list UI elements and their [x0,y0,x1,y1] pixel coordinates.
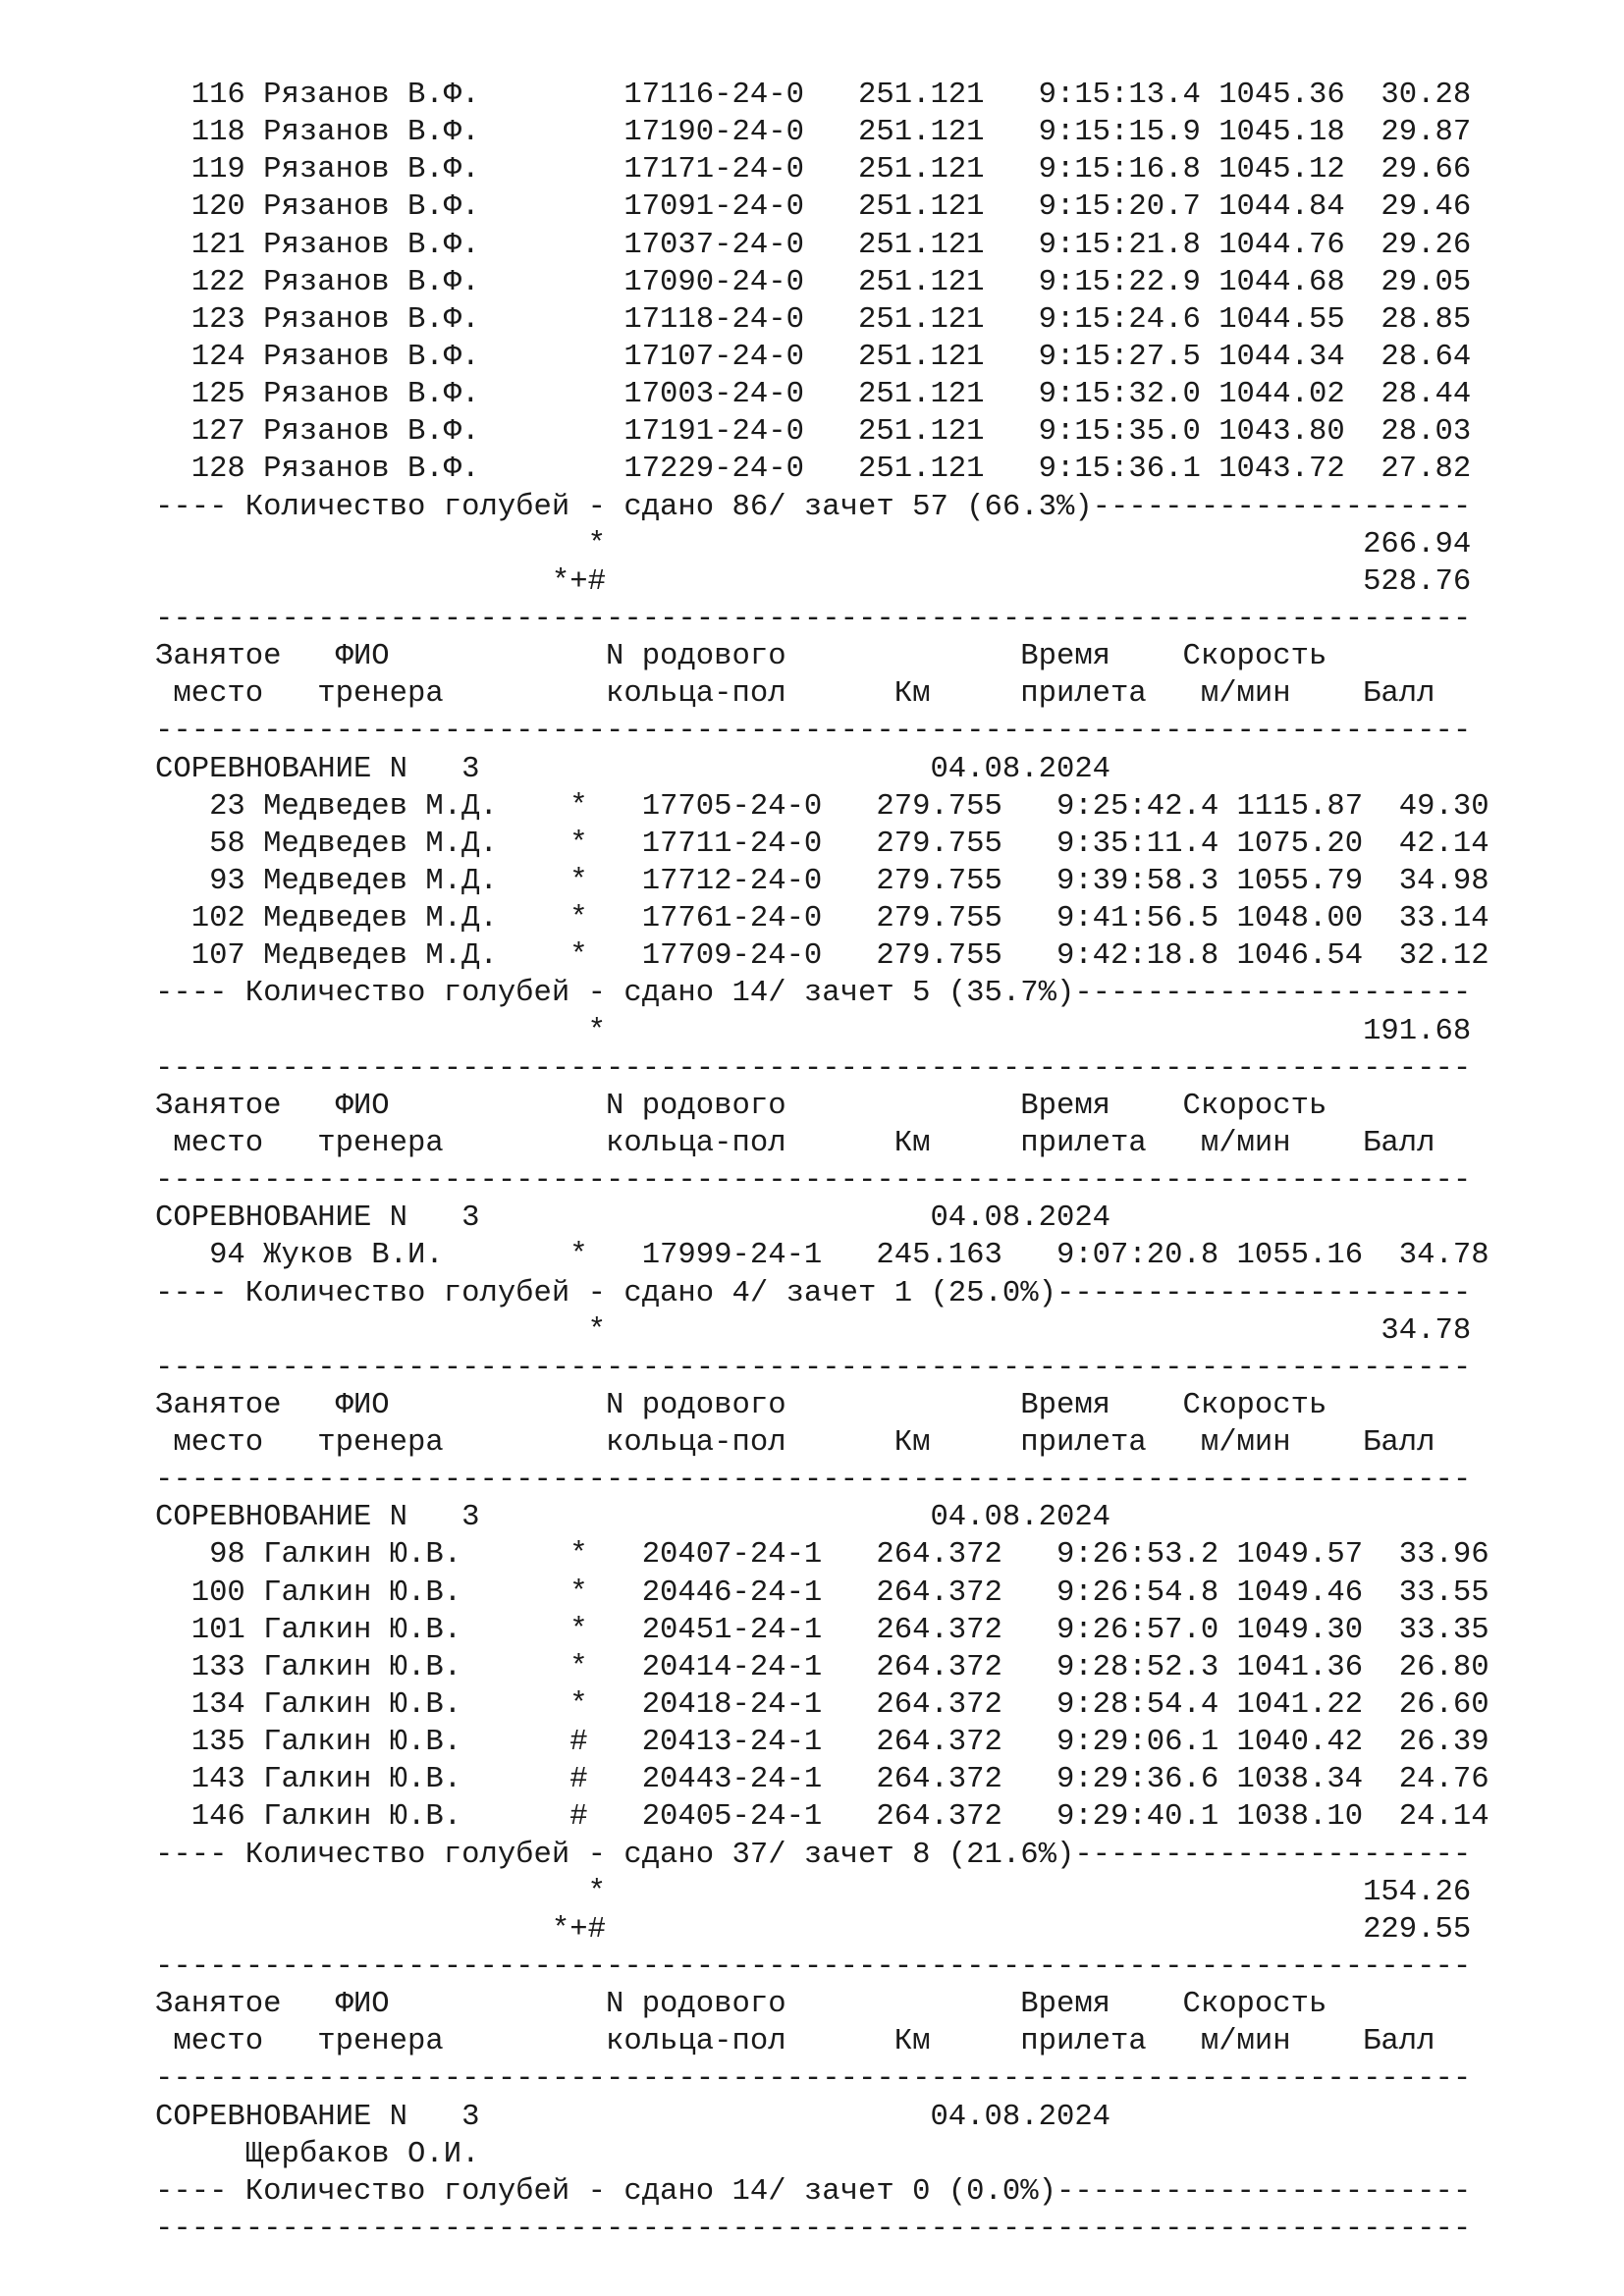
column-header: место тренера кольца-пол Км прилета м/мин Балл [155,677,1435,712]
separator-line: ------------------------------------------------------------------------- [155,715,1472,749]
pigeon-count-summary: ---- Количество голубей - сдано 86/ зачет 57 (66.3%)--------------------- [155,490,1472,524]
result-row: 120 Рязанов В.Ф. 17091-24-0 251.121 9:15:20.7 1044.84 29.46 [155,190,1472,225]
participant-name: Щербаков О.И. [155,2137,480,2171]
result-row: 127 Рязанов В.Ф. 17191-24-0 251.121 9:15:35.0 1043.80 28.03 [155,415,1472,450]
score-total: * 191.68 [155,1014,1472,1048]
column-header: место тренера кольца-пол Км прилета м/мин Балл [155,1126,1435,1160]
competition-header: СОРЕВНОВАНИЕ N 3 04.08.2024 [155,752,1111,786]
column-header: Занятое ФИО N родового Время Скорость [155,1988,1327,2022]
result-row: 102 Медведев М.Д. * 17761-24-0 279.755 9:41:56.5 1048.00 33.14 [155,902,1489,936]
pigeon-count-summary: ---- Количество голубей - сдано 37/ зачет 8 (21.6%)---------------------- [155,1838,1472,1872]
separator-line: ------------------------------------------------------------------------- [155,1351,1472,1385]
result-row: 128 Рязанов В.Ф. 17229-24-0 251.121 9:15:36.1 1043.72 27.82 [155,453,1472,487]
column-header: Занятое ФИО N родового Время Скорость [155,640,1327,674]
pigeon-count-summary: ---- Количество голубей - сдано 4/ зачет 1 (25.0%)----------------------- [155,1276,1472,1310]
result-row: 94 Жуков В.И. * 17999-24-1 245.163 9:07:20.8 1055.16 34.78 [155,1239,1489,1273]
result-row: 107 Медведев М.Д. * 17709-24-0 279.755 9:42:18.8 1046.54 32.12 [155,939,1489,974]
column-header: Занятое ФИО N родового Время Скорость [155,1089,1327,1123]
separator-line: ------------------------------------------------------------------------- [155,2213,1472,2247]
result-row: 93 Медведев М.Д. * 17712-24-0 279.755 9:39:58.3 1055.79 34.98 [155,864,1489,898]
column-header: место тренера кольца-пол Км прилета м/мин Балл [155,1426,1435,1461]
result-row: 134 Галкин Ю.В. * 20418-24-1 264.372 9:28:54.4 1041.22 26.60 [155,1688,1489,1723]
result-row: 101 Галкин Ю.В. * 20451-24-1 264.372 9:26:57.0 1049.30 33.35 [155,1613,1489,1647]
separator-line: ------------------------------------------------------------------------- [155,1164,1472,1199]
separator-line: ------------------------------------------------------------------------- [155,602,1472,636]
competition-header: СОРЕВНОВАНИЕ N 3 04.08.2024 [155,1201,1111,1236]
column-header: место тренера кольца-пол Км прилета м/мин Балл [155,2025,1435,2059]
result-row: 58 Медведев М.Д. * 17711-24-0 279.755 9:35:11.4 1075.20 42.14 [155,827,1489,861]
competition-header: СОРЕВНОВАНИЕ N 3 04.08.2024 [155,1501,1111,1535]
separator-line: ------------------------------------------------------------------------- [155,1950,1472,1985]
result-row: 133 Галкин Ю.В. * 20414-24-1 264.372 9:28:52.3 1041.36 26.80 [155,1650,1489,1684]
result-row: 125 Рязанов В.Ф. 17003-24-0 251.121 9:15:32.0 1044.02 28.44 [155,378,1472,412]
result-row: 121 Рязанов В.Ф. 17037-24-0 251.121 9:15:21.8 1044.76 29.26 [155,228,1472,262]
score-total: * 266.94 [155,527,1472,561]
result-row: 98 Галкин Ю.В. * 20407-24-1 264.372 9:26:53.2 1049.57 33.96 [155,1538,1489,1573]
result-row: 119 Рязанов В.Ф. 17171-24-0 251.121 9:15:16.8 1045.12 29.66 [155,153,1472,187]
result-row: 146 Галкин Ю.В. # 20405-24-1 264.372 9:29:40.1 1038.10 24.14 [155,1800,1489,1835]
separator-line: ------------------------------------------------------------------------- [155,2062,1472,2097]
results-report [155,77,1489,2248]
pigeon-count-summary: ---- Количество голубей - сдано 14/ зачет 5 (35.7%)---------------------- [155,977,1472,1011]
result-row: 23 Медведев М.Д. * 17705-24-0 279.755 9:25:42.4 1115.87 49.30 [155,789,1489,824]
result-row: 118 Рязанов В.Ф. 17190-24-0 251.121 9:15:15.9 1045.18 29.87 [155,116,1472,150]
result-row: 123 Рязанов В.Ф. 17118-24-0 251.121 9:15:24.6 1044.55 28.85 [155,302,1472,337]
separator-line: ------------------------------------------------------------------------- [155,1464,1472,1498]
column-header: Занятое ФИО N родового Время Скорость [155,1388,1327,1422]
pigeon-count-summary: ---- Количество голубей - сдано 14/ зачет 0 (0.0%)----------------------- [155,2174,1472,2209]
score-total: * 154.26 [155,1875,1472,1909]
score-total: * 34.78 [155,1313,1472,1348]
result-row: 143 Галкин Ю.В. # 20443-24-1 264.372 9:29:36.6 1038.34 24.76 [155,1763,1489,1797]
score-total: *+# 528.76 [155,564,1472,599]
result-row: 100 Галкин Ю.В. * 20446-24-1 264.372 9:26:54.8 1049.46 33.55 [155,1575,1489,1610]
result-row: 116 Рязанов В.Ф. 17116-24-0 251.121 9:15:13.4 1045.36 30.28 [155,79,1472,112]
result-row: 135 Галкин Ю.В. # 20413-24-1 264.372 9:29:06.1 1040.42 26.39 [155,1726,1489,1760]
score-total: *+# 229.55 [155,1912,1472,1947]
result-row: 124 Рязанов В.Ф. 17107-24-0 251.121 9:15:27.5 1044.34 28.64 [155,340,1472,374]
competition-header: СОРЕВНОВАНИЕ N 3 04.08.2024 [155,2100,1111,2134]
separator-line: ------------------------------------------------------------------------- [155,1051,1472,1086]
result-row: 122 Рязанов В.Ф. 17090-24-0 251.121 9:15:22.9 1044.68 29.05 [155,265,1472,299]
